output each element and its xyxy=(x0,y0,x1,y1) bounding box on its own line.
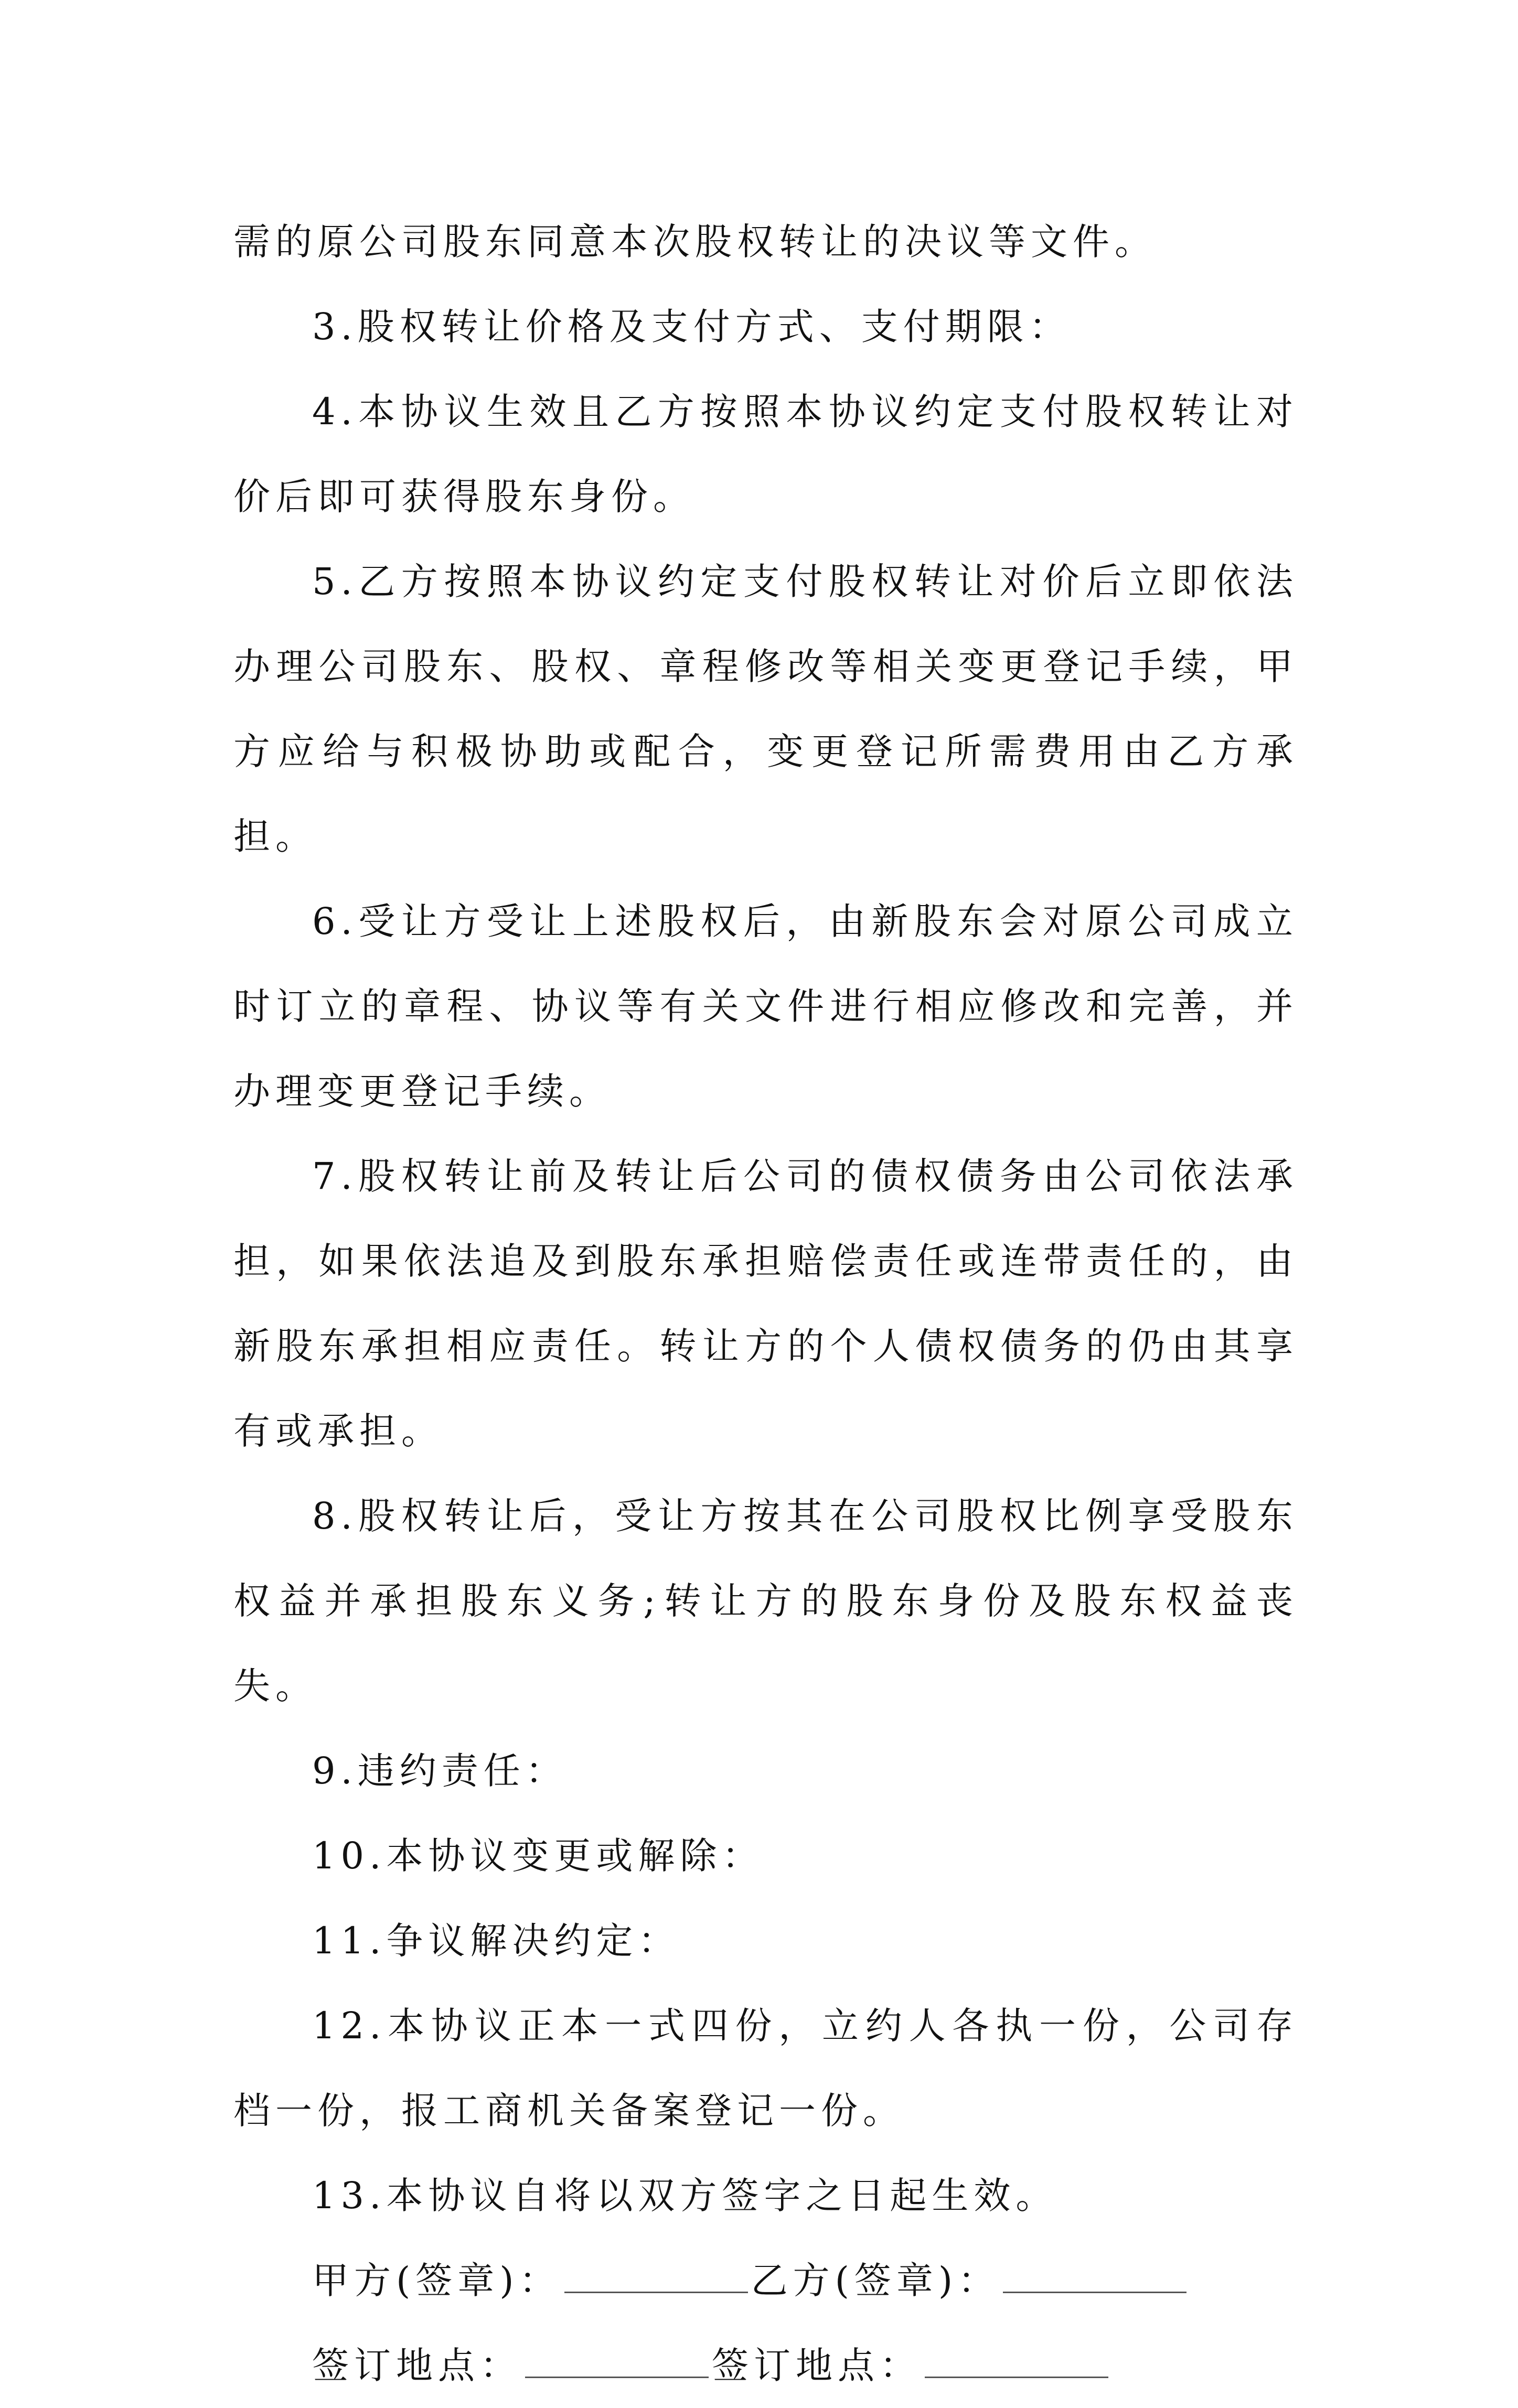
party-a-seal-blank[interactable] xyxy=(564,2262,748,2293)
clause-9: 9.违约责任： xyxy=(312,1749,568,1792)
clause-5: 5.乙方按照本协议约定支付股权转让对价后立即依法办理公司股东、股权、章程修改等相关变更登记手续，甲方应给与积极协助或配合，变更登记所需费用由乙方承担。 xyxy=(233,560,1298,858)
clause-7: 7.股权转让前及转让后公司的债权债务由公司依法承担，如果依法追及到股东承担赔偿责任或连带责任的，由新股东承担相应责任。转让方的个人债权债务的仍由其享有或承担。 xyxy=(233,1155,1298,1453)
clause-6: 6.受让方受让上述股权后，由新股东会对原公司成立时订立的章程、协议等有关文件进行相应修改和完善，并办理变更登记手续。 xyxy=(233,900,1298,1113)
place-b-label: 签订地点： xyxy=(712,2344,922,2387)
clause-8: 8.股权转让后，受让方按其在公司股权比例享受股东权益并承担股东义务;转让方的股东身份及股东权益丧失。 xyxy=(233,1495,1298,1707)
place-b-blank[interactable] xyxy=(925,2347,1108,2378)
clause-4: 4.本协议生效且乙方按照本协议约定支付股权转让对价后即可获得股东身份。 xyxy=(233,390,1298,518)
place-a-blank[interactable] xyxy=(525,2347,709,2378)
signing-place-line xyxy=(233,2323,1298,2408)
signature-line xyxy=(233,2238,1298,2323)
party-b-seal-label: 乙方(签章)： xyxy=(751,2259,1000,2302)
paragraph-continuation: 需的原公司股东同意本次股权转让的决议等文件。 xyxy=(233,220,1157,263)
document-body xyxy=(233,199,1298,2408)
clause-11: 11.争议解决约定： xyxy=(312,1919,680,1962)
clause-12: 12.本协议正本一式四份，立约人各执一份，公司存档一份，报工商机关备案登记一份。 xyxy=(233,2004,1298,2132)
party-b-seal-blank[interactable] xyxy=(1003,2262,1186,2293)
clause-13: 13.本协议自将以双方签字之日起生效。 xyxy=(312,2174,1058,2217)
clause-10: 10.本协议变更或解除： xyxy=(312,1834,764,1877)
clause-3: 3.股权转让价格及支付方式、支付期限： xyxy=(312,305,1071,348)
party-a-seal-label: 甲方(签章)： xyxy=(312,2259,561,2302)
place-a-label: 签订地点： xyxy=(312,2344,522,2387)
